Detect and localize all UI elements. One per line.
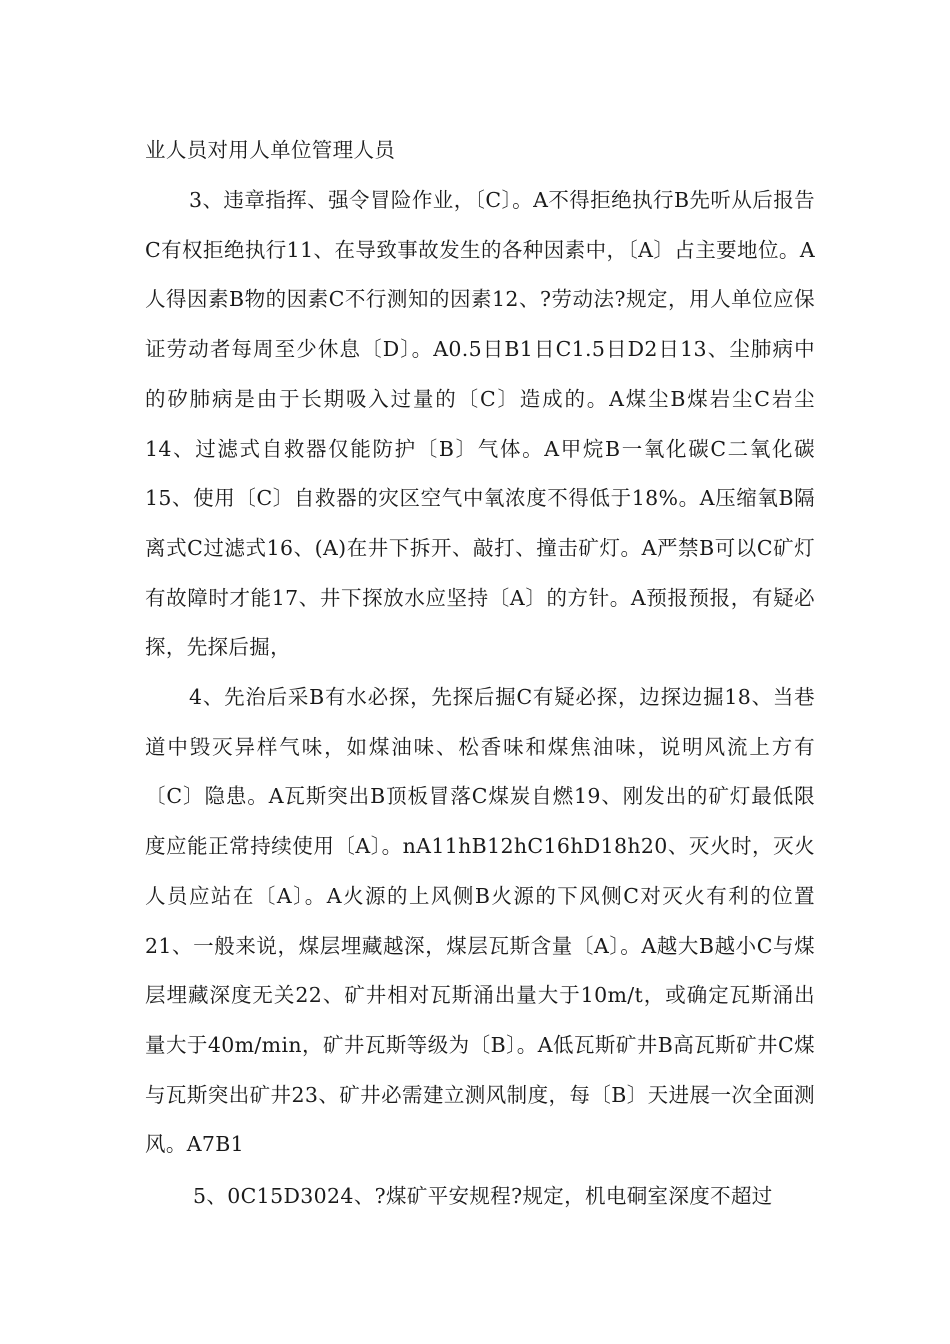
paragraph-1: 业人员对用人单位管理人员	[145, 138, 396, 162]
paragraph-2: 3、违章指挥、强令冒险作业，〔C〕。A不得拒绝执行B先听从后报告C有权拒绝执行11、在导致事故发生的各种因素中，〔A〕占主要地位。A人得因素B物的因素C不行测知的因素12、?劳动法?规定，用人单位应保证劳动者每周至少休息〔D〕。A0.5日B1日C1.5日D2日13、尘肺病中的矽肺病是由于长期吸入过量的〔C〕造成的。A煤尘B煤岩尘C岩尘14、过滤式自救器仅能防护〔B〕气体。A甲烷B一氧化碳C二氧化碳15、使用〔C〕自救器的灾区空气中氧浓度不得低于18%。A压缩氧B隔离式C过滤式16、(A)在井下拆开、敲打、撞击矿灯。A严禁B可以C矿灯有故障时才能17、井下探放水应坚持〔A〕的方针。A预报预报，有疑必探，先探后掘，	[145, 188, 815, 660]
paragraph-4: 5、0C15D3024、?煤矿平安规程?规定，机电硐室深度不超过	[193, 1184, 773, 1208]
paragraph-3: 4、先治后采B有水必探，先探后掘C有疑必探，边探边掘18、当巷道中毁灭异样气味，如煤油味、松香味和煤焦油味，说明风流上方有〔C〕隐患。A瓦斯突出B顶板冒落C煤炭自燃19、刚发出的矿灯最低限度应能正常持续使用〔A〕。nA11hB12hC16hD18h20、灭火时，灭火人员应站在〔A〕。A火源的上风侧B火源的下风侧C对灭火有利的位置21、一般来说，煤层埋藏越深，煤层瓦斯含量〔A〕。A越大B越小C与煤层埋藏深度无关22、矿井相对瓦斯涌出量大于10m/t，或确定瓦斯涌出量大于40m/min，矿井瓦斯等级为〔B〕。A低瓦斯矿井B高瓦斯矿井C煤与瓦斯突出矿井23、矿井必需建立测风制度，每〔B〕天进展一次全面测风。A7B1	[145, 685, 815, 1157]
